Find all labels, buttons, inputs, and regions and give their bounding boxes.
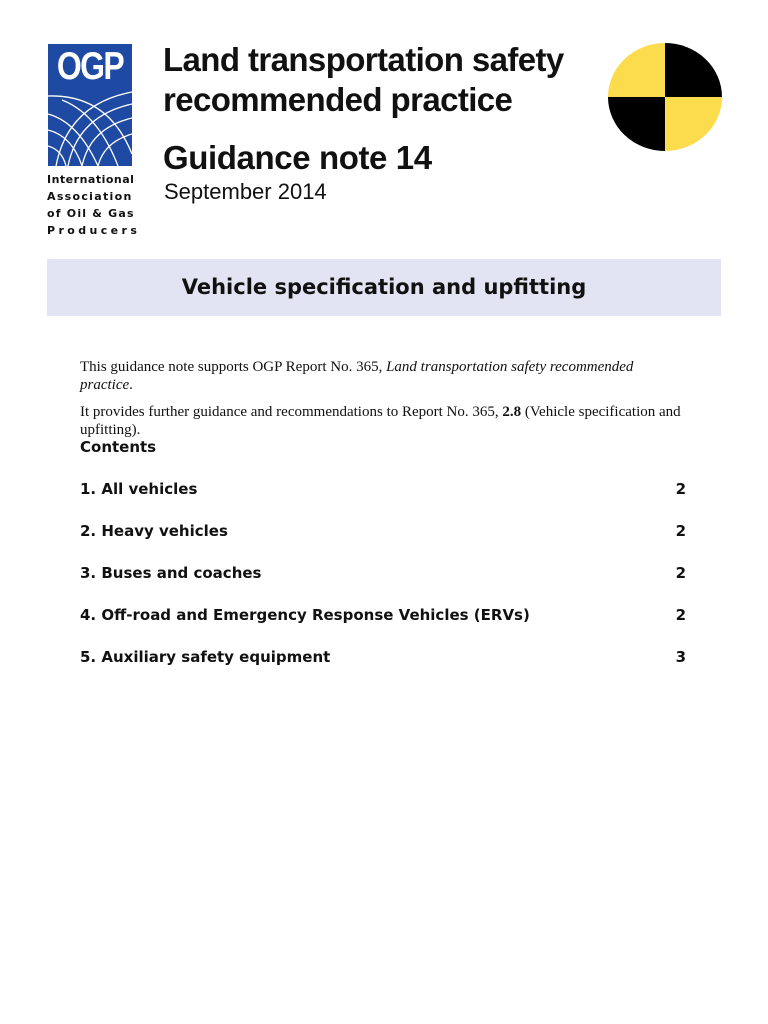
toc-entry[interactable]: [80, 478, 686, 520]
intro-text-run: (Vehicle specification and upfitting).: [80, 404, 681, 438]
toc-entry[interactable]: [80, 520, 686, 562]
toc-entry-page: 3: [675, 648, 686, 666]
intro-text-run: It provides further guidance and recommendations to Report No. 365,: [80, 404, 503, 420]
intro-paragraph-1: [80, 358, 690, 394]
toc-entry-page: 2: [675, 522, 686, 540]
toc-entry-title: 2. Heavy vehicles: [80, 522, 228, 540]
intro-text: [80, 358, 690, 439]
contents-heading: Contents: [80, 438, 157, 456]
intro-paragraph-2: [80, 403, 690, 439]
banner-title: Vehicle specification and upfitting: [181, 275, 587, 299]
report-title-reference: Land transportation safety recommended practice: [80, 359, 634, 393]
title-line-1: Land transportation safety: [163, 41, 564, 78]
crash-test-target-icon: [608, 43, 722, 151]
section-banner: [47, 259, 721, 316]
document-title: [163, 40, 603, 120]
toc-entry-title: 4. Off-road and Emergency Response Vehicles (ERVs): [80, 606, 530, 624]
toc-entry-title: 5. Auxiliary safety equipment: [80, 648, 331, 666]
organization-name: [47, 171, 139, 239]
intro-text-run: .: [129, 377, 133, 393]
organization-name-line: Producers: [47, 224, 141, 237]
title-line-2: recommended practice: [163, 81, 513, 118]
table-of-contents: [80, 478, 686, 688]
organization-name-line: International: [47, 173, 135, 186]
toc-entry-title: 3. Buses and coaches: [80, 564, 262, 582]
section-reference: 2.8: [502, 404, 522, 420]
publication-date: September 2014: [164, 179, 327, 204]
toc-entry[interactable]: [80, 604, 686, 646]
ogp-logo: [48, 44, 132, 166]
toc-entry-page: 2: [675, 606, 686, 624]
intro-text-run: This guidance note supports OGP Report No. 365,: [80, 359, 387, 375]
toc-entry-title: 1. All vehicles: [80, 480, 198, 498]
toc-entry-page: 2: [675, 564, 686, 582]
toc-entry-page: 2: [675, 480, 686, 498]
organization-name-line: of Oil & Gas: [47, 207, 135, 220]
organization-name-line: Association: [47, 190, 133, 203]
ogp-wordmark: OGP: [56, 45, 124, 88]
toc-entry[interactable]: [80, 646, 686, 688]
guidance-note-number: Guidance note 14: [163, 139, 432, 176]
toc-entry[interactable]: [80, 562, 686, 604]
